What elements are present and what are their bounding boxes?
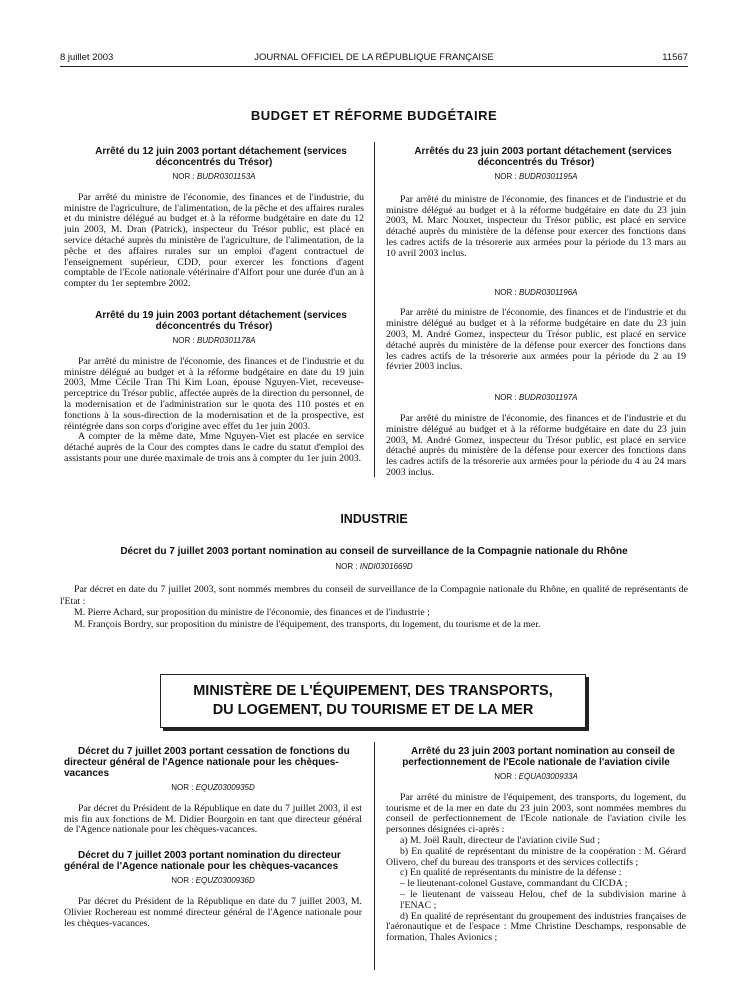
section-heading-budget: BUDGET ET RÉFORME BUDGÉTAIRE bbox=[250, 108, 498, 123]
decree-block bbox=[386, 146, 686, 260]
decree-block bbox=[64, 310, 364, 465]
list-item: M. François Bordry, sur proposition du ministre de l'équipement, des transports, du logement, du tourisme et de la mer. bbox=[74, 618, 541, 630]
decree-block bbox=[64, 146, 364, 290]
decree-text: A compter de la même date, Mme Nguyen-Viet est placée en service détaché auprès de la Cour des comptes dans le cadre du statut d'emploi des assistants pour une durée maximale de trois ans à compter du 1er juin 2003. bbox=[64, 431, 364, 464]
decree-text: Par arrêté du ministre de l'équipement, des transports, du logement, du tourisme et de la mer en date du 23 juin 2003, sont nommées membres du conseil de perfectionnement de l'Ecole nationale de l'aviation civile les personnes désignées ci-après : bbox=[386, 791, 686, 836]
decree-text: Par décret du Président de la République en date du 7 juillet 2003, il est mis fin aux fonctions de M. Didier Bourgoin en tant que directeur général de l'Agence nationale pour les chèques-vacances. bbox=[64, 802, 362, 836]
decree-text: Par décret du Président de la République en date du 7 juillet 2003, M. Olivier Rochereau est nommé directeur général de l'Agence nationale pour les chèques-vacances. bbox=[64, 895, 362, 929]
industrie-decree-text bbox=[60, 584, 688, 630]
decree-title: Arrêté du 23 juin 2003 portant nomination au conseil de perfectionnement de l'Ecole nationale de l'aviation civile bbox=[402, 746, 675, 768]
decree-block bbox=[386, 393, 686, 479]
decree-title: Décret du 7 juillet 2003 portant nomination au conseil de surveillance de la Compagnie nationale du Rhône bbox=[120, 546, 628, 557]
header-rule bbox=[60, 66, 688, 67]
column-divider bbox=[374, 742, 375, 970]
list-item: – le lieutenant-colonel Gustave, commandant du CICDA ; bbox=[400, 878, 628, 890]
decree-title: Arrêté du 12 juin 2003 portant détachement (services déconcentrés du Trésor) bbox=[95, 146, 347, 168]
ministry-heading-line: DU LOGEMENT, DU TOURISME ET DE LA MER bbox=[212, 702, 534, 718]
header-date: 8 juillet 2003 bbox=[60, 52, 114, 63]
decree-title: Arrêté du 19 juin 2003 portant détachement (services déconcentrés du Trésor) bbox=[95, 309, 347, 332]
nor-reference: NOR : BUDR0301178A bbox=[172, 335, 256, 345]
ministry-heading-box bbox=[160, 674, 586, 728]
ministry-heading-line: MINISTÈRE DE L'ÉQUIPEMENT, DES TRANSPORTS, bbox=[193, 683, 553, 699]
list-item: b) En qualité de représentant du ministre de la coopération : M. Gérard Olivero, chef du bureau des transports et des services collectifs ; bbox=[386, 845, 686, 868]
nor-reference: NOR : EQUZ0300935D bbox=[171, 783, 255, 792]
decree-block bbox=[64, 850, 362, 929]
list-item: d) En qualité de représentant du groupement des industries françaises de l'aéronautique et de l'espace : Mme Christine Deschamps, responsable de formation, Thales Avionics ; bbox=[386, 910, 686, 944]
header-page-number: 11567 bbox=[662, 52, 688, 63]
decree-block bbox=[64, 746, 362, 836]
list-item: a) M. Joël Rault, directeur de l'aviation civile Sud ; bbox=[400, 834, 601, 846]
decree-text: Par arrêté du ministre de l'économie, des finances et de l'industrie et du ministre délégué au budget et à la réforme budgétaire en date du 23 juin 2003, M. André Gomez, inspecteur du Trésor public, est placé en service détaché auprès du ministère de la défense pour exercer des fonctions dans les cadres actifs de la trésorerie aux armées pour la période du 4 au 24 mars 2003 inclus. bbox=[386, 412, 686, 478]
budget-right-column bbox=[386, 146, 686, 479]
header-journal: JOURNAL OFFICIEL DE LA RÉPUBLIQUE FRANÇAISE bbox=[254, 52, 494, 63]
decree-title: Décret du 7 juillet 2003 portant cessation de fonctions du directeur général de l'Agence nationale pour les chèques-vacances bbox=[64, 746, 350, 779]
list-item: – le lieutenant de vaisseau Helou, chef de la subdivision marine à l'ENAC ; bbox=[400, 888, 686, 911]
list-item: M. Pierre Achard, sur proposition du ministre de l'économie, des finances et de l'industrie ; bbox=[74, 607, 430, 618]
ministere-right-column bbox=[386, 746, 686, 944]
nor-reference: NOR : BUDR0301153A bbox=[172, 172, 256, 181]
column-divider bbox=[374, 142, 375, 477]
budget-left-column bbox=[64, 146, 364, 465]
section-heading-industrie: INDUSTRIE bbox=[340, 512, 408, 526]
decree-text: Par arrêté du ministre de l'économie, des finances et de l'industrie et du ministre délégué au budget et à la réforme budgétaire en date du 23 juin 2003, M. Marc Nouxet, inspecteur du Trésor public, est placé en service détaché auprès du ministère de la défense pour exercer des fonctions dans les cadres actifs de la trésorerie aux armées pour la période du 13 mars au 10 avril 2003 inclus. bbox=[386, 193, 686, 259]
ministere-left-column bbox=[64, 746, 362, 929]
nor-reference: NOR : EQUA0300933A bbox=[494, 772, 578, 781]
decree-title: Décret du 7 juillet 2003 portant nomination du directeur général de l'Agence nationale pour les chèques-vacances bbox=[64, 850, 341, 873]
decree-text: Par arrêté du ministre de l'économie, des finances et de l'industrie et du ministre délégué au budget et à la réforme budgétaire en date du 19 juin 2003, Mme Cécile Tran Thi Kim Loan, épouse Nguyen-Viet, receveuse-perceptrice du Trésor public, affectée auprès de la direction du personnel, de la modernisation et de l'administration sur le quota des 110 postes et en fonctions à la sous-direction de la modernisation et de la prospective, est réintégrée dans son corps d'origine avec effet du 1er juin 2003. bbox=[64, 355, 364, 432]
decree-block bbox=[386, 288, 686, 374]
decree-title: Arrêtés du 23 juin 2003 portant détachement (services déconcentrés du Trésor) bbox=[414, 146, 672, 168]
list-item: c) En qualité de représentants du ministre de la défense : bbox=[400, 867, 622, 879]
nor-reference: NOR : INDI0301669D bbox=[335, 562, 413, 571]
decree-text: Par arrêté du ministre de l'économie, des finances et de l'industrie et du ministre délégué au budget et à la réforme budgétaire en date du 23 juin 2003, M. André Gomez, inspecteur du Trésor public, est placé en service détaché auprès du ministère de la défense pour exercer des fonctions dans les cadres actifs de la trésorerie aux armées pour la période du 2 au 19 février 2003 inclus. bbox=[386, 307, 686, 373]
decree-text: Par décret en date du 7 juillet 2003, sont nommés membres du conseil de surveillance de la Compagnie nationale du Rhône, en qualité de représentants de l'Etat : bbox=[60, 584, 688, 607]
nor-reference: NOR : BUDR0301196A bbox=[494, 287, 578, 297]
decree-text: Par arrêté du ministre de l'économie, des finances et de l'industrie, du ministre de l'agriculture, de l'alimentation, de la pêche et des affaires rurales et du ministre délégué au budget et à la réforme budgétaire en date du 12 juin 2003, M. Dran (Patrick), inspecteur du Trésor public, est placé en service détaché auprès du ministère de l'agriculture, de l'alimentation, de la pêche et des affaires rurales sur un emploi d'agent contractuel de l'enseignement supérieur, CDD, pour exercer les fonctions d'agent comptable de l'Ecole nationale vétérinaire d'Alfort pour une durée d'un an à compter du 1er septembre 2002. bbox=[64, 191, 364, 290]
nor-reference: NOR : BUDR0301195A bbox=[494, 172, 578, 181]
nor-reference: NOR : EQUZ0300936D bbox=[171, 876, 255, 886]
nor-reference: NOR : BUDR0301197A bbox=[494, 393, 578, 403]
